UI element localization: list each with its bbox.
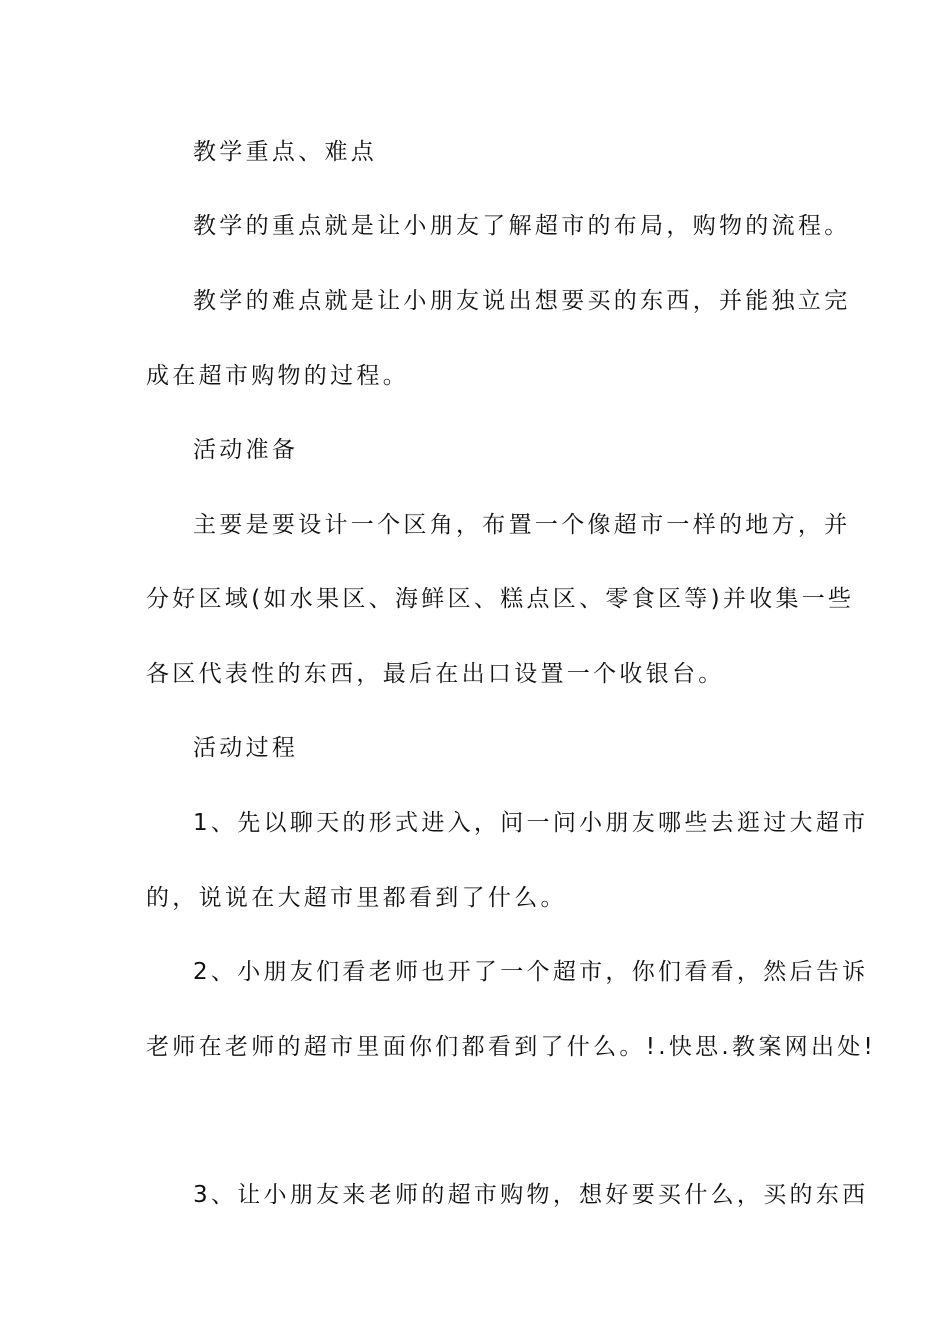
section-heading-preparation: 活动准备 (193, 437, 299, 463)
paragraph-line: 各区代表性的东西，最后在出口设置一个收银台。 (146, 661, 725, 687)
paragraph-line: 教学的难点就是让小朋友说出想要买的东西，并能独立完 (193, 288, 851, 314)
paragraph-line: 1、先以聊天的形式进入，问一问小朋友哪些去逛过大超市 (193, 810, 869, 836)
paragraph-line: 2、小朋友们看老师也开了一个超市，你们看看，然后告诉 (193, 959, 869, 985)
paragraph-line: 教学的重点就是让小朋友了解超市的布局，购物的流程。 (193, 213, 851, 239)
section-heading-process: 活动过程 (193, 735, 299, 761)
paragraph-line: 的，说说在大超市里都看到了什么。 (146, 885, 567, 911)
paragraph-line: 分好区域(如水果区、海鲜区、糕点区、零食区等)并收集一些 (146, 586, 855, 612)
paragraph-line: 3、让小朋友来老师的超市购物，想好要买什么，买的东西 (193, 1182, 869, 1208)
paragraph-line: 成在超市购物的过程。 (146, 363, 409, 389)
paragraph-line: 老师在老师的超市里面你们都看到了什么。!.快思.教案网出处! (146, 1034, 877, 1060)
section-heading-key-points: 教学重点、难点 (193, 139, 378, 165)
paragraph-line: 主要是要设计一个区角，布置一个像超市一样的地方，并 (193, 512, 851, 538)
